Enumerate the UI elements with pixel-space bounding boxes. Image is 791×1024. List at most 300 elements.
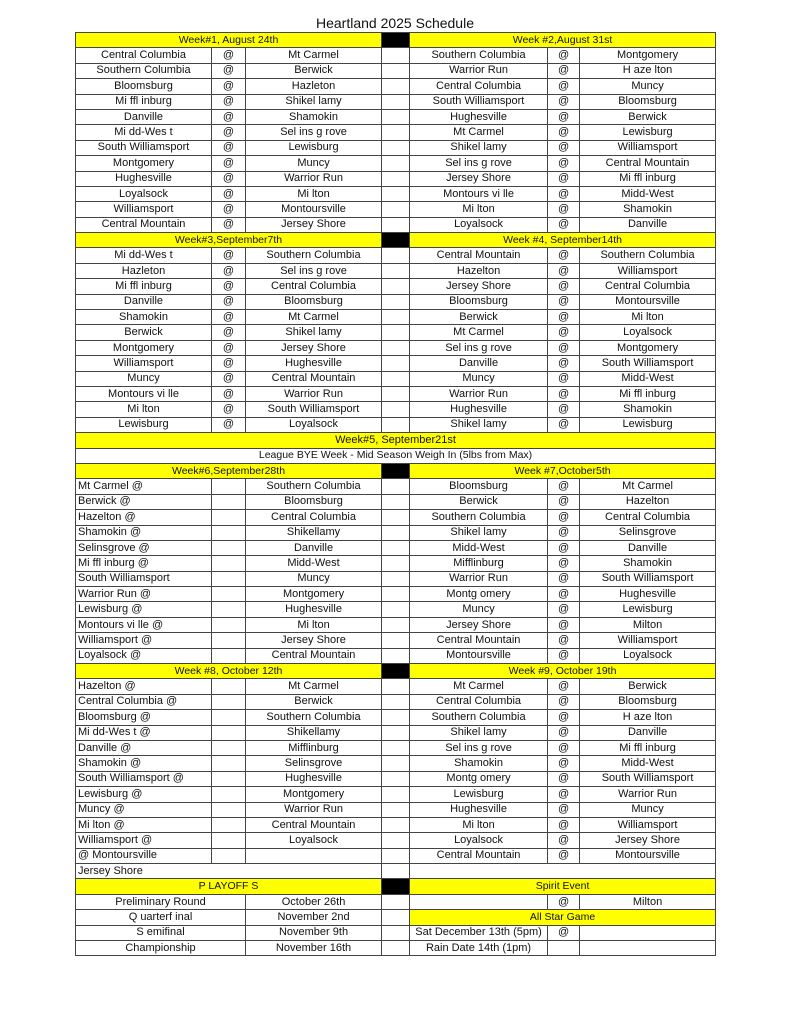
schedule-table xyxy=(75,32,716,956)
at-sign: @ xyxy=(548,587,580,602)
away-team: Shikellamy xyxy=(246,725,382,740)
away-team: Mt Carmel xyxy=(246,48,382,63)
game-row xyxy=(76,817,716,832)
game-row xyxy=(76,248,716,263)
home-team: Hughesville xyxy=(410,109,548,124)
home-team: Mi lton xyxy=(410,817,548,832)
divider xyxy=(382,910,410,925)
divider xyxy=(382,463,410,478)
round-date: November 16th xyxy=(246,941,382,956)
home-team: Shikel lamy xyxy=(410,725,548,740)
away-team: Warrior Run xyxy=(580,787,716,802)
week5-header: Week#5, September21st xyxy=(76,433,716,448)
home-team: Berwick xyxy=(410,494,548,509)
away-team: Loyalsock xyxy=(580,648,716,663)
at-sign: @ xyxy=(548,571,580,586)
away-team: Mt Carmel xyxy=(580,479,716,494)
game-row xyxy=(76,340,716,355)
away-team: Williamsport xyxy=(580,633,716,648)
at-sign: @ xyxy=(548,848,580,863)
week-header-row xyxy=(76,664,716,679)
at-sign: @ xyxy=(548,710,580,725)
home-team: Berwick xyxy=(410,310,548,325)
game-row xyxy=(76,294,716,309)
at-sign: @ xyxy=(548,356,580,371)
allstar-header: All Star Game xyxy=(410,910,716,925)
blank xyxy=(212,771,246,786)
blank xyxy=(212,756,246,771)
game-row xyxy=(76,263,716,278)
away-team: Midd-West xyxy=(580,186,716,201)
home-team: Lewisburg @ xyxy=(76,787,212,802)
game-row xyxy=(76,202,716,217)
home-team: Muncy @ xyxy=(76,802,212,817)
home-team: South Williamsport xyxy=(76,571,212,586)
blank xyxy=(212,602,246,617)
divider xyxy=(382,802,410,817)
at-sign: @ xyxy=(548,648,580,663)
away-team: Montgomery xyxy=(580,340,716,355)
round-name: Preliminary Round xyxy=(76,894,246,909)
away-team: Muncy xyxy=(246,571,382,586)
week-header: Week #2,August 31st xyxy=(410,33,716,48)
home-team: Muncy xyxy=(76,371,212,386)
home-team: Muncy xyxy=(410,371,548,386)
home-team: Mi ffl inburg @ xyxy=(76,556,212,571)
home-team: Central Mountain xyxy=(76,217,212,232)
home-team: Central Mountain xyxy=(410,848,548,863)
week-header: Week#6,September28th xyxy=(76,463,382,478)
at-sign: @ xyxy=(548,79,580,94)
divider xyxy=(382,340,410,355)
at-sign: @ xyxy=(212,325,246,340)
home-team: South Williamsport @ xyxy=(76,771,212,786)
divider xyxy=(382,710,410,725)
at-sign: @ xyxy=(548,602,580,617)
divider xyxy=(382,417,410,432)
away-team: Warrior Run xyxy=(246,171,382,186)
home-team: Mt Carmel @ xyxy=(76,479,212,494)
at-sign: @ xyxy=(212,402,246,417)
home-team: Lewisburg @ xyxy=(76,602,212,617)
home-team: Montours vi lle xyxy=(76,386,212,401)
round-date: October 26th xyxy=(246,894,382,909)
at-sign: @ xyxy=(548,725,580,740)
home-team: Danville xyxy=(76,109,212,124)
divider xyxy=(382,109,410,124)
divider xyxy=(382,402,410,417)
at-sign: @ xyxy=(548,371,580,386)
at-sign: @ xyxy=(548,386,580,401)
away-team: Loyalsock xyxy=(246,833,382,848)
home-team: Montgomery xyxy=(76,156,212,171)
divider xyxy=(382,879,410,894)
allstar-date: Sat December 13th (5pm) xyxy=(410,925,548,940)
divider xyxy=(382,864,410,879)
round-name: Championship xyxy=(76,941,246,956)
blank xyxy=(212,510,246,525)
home-team: Bloomsburg xyxy=(76,79,212,94)
at-sign: @ xyxy=(212,294,246,309)
divider xyxy=(382,771,410,786)
home-team: Loyalsock xyxy=(410,833,548,848)
away-team: Berwick xyxy=(246,694,382,709)
home-team: Central Columbia xyxy=(76,48,212,63)
home-team: Shamokin @ xyxy=(76,756,212,771)
away-team: Mi lton xyxy=(246,617,382,632)
divider xyxy=(382,664,410,679)
game-row xyxy=(76,694,716,709)
divider xyxy=(382,156,410,171)
home-team: Hazelton xyxy=(410,263,548,278)
game-row xyxy=(76,556,716,571)
away-team: Mi lton xyxy=(580,310,716,325)
at-sign: @ xyxy=(548,894,580,909)
at-sign: @ xyxy=(212,94,246,109)
playoff-row xyxy=(76,894,716,909)
at-sign: @ xyxy=(212,186,246,201)
away-team: South Williamsport xyxy=(246,402,382,417)
away-team: Central Columbia xyxy=(580,510,716,525)
home-team: Southern Columbia xyxy=(410,510,548,525)
blank xyxy=(212,571,246,586)
home-team: Mi lton @ xyxy=(76,817,212,832)
week-header-row xyxy=(76,233,716,248)
home-team: Mi ffl inburg xyxy=(76,279,212,294)
game-row xyxy=(76,510,716,525)
home-team: Mi ffl inburg xyxy=(76,94,212,109)
away-team: Midd-West xyxy=(580,756,716,771)
away-team: Mifflinburg xyxy=(246,740,382,755)
at-sign: @ xyxy=(548,510,580,525)
home-team: Mt Carmel xyxy=(410,679,548,694)
divider xyxy=(382,186,410,201)
at-sign: @ xyxy=(548,417,580,432)
away-team: Central Columbia xyxy=(246,279,382,294)
divider xyxy=(382,79,410,94)
away-team: Montoursville xyxy=(580,848,716,863)
away-team: Shamokin xyxy=(580,556,716,571)
home-team: Williamsport @ xyxy=(76,833,212,848)
home-team: Central Columbia xyxy=(410,79,548,94)
home-team: Shamokin @ xyxy=(76,525,212,540)
at-sign: @ xyxy=(548,140,580,155)
away-team: Muncy xyxy=(580,79,716,94)
at-sign: @ xyxy=(548,217,580,232)
home-team: Warrior Run xyxy=(410,63,548,78)
at-sign: @ xyxy=(548,294,580,309)
home-team: Shikel lamy xyxy=(410,140,548,155)
game-row xyxy=(76,417,716,432)
home-team: Williamsport xyxy=(76,356,212,371)
at-sign: @ xyxy=(212,279,246,294)
away-team: Berwick xyxy=(580,109,716,124)
page-title: Heartland 2025 Schedule xyxy=(315,15,474,31)
at-sign: @ xyxy=(548,617,580,632)
away-team: Muncy xyxy=(580,802,716,817)
blank xyxy=(212,540,246,555)
at-sign: @ xyxy=(548,94,580,109)
at-sign: @ xyxy=(212,171,246,186)
at-sign: @ xyxy=(212,140,246,155)
away-team: Montgomery xyxy=(246,787,382,802)
away-team: Berwick xyxy=(580,679,716,694)
at-sign: @ xyxy=(548,63,580,78)
away-team: Lewisburg xyxy=(580,125,716,140)
at-sign: @ xyxy=(548,740,580,755)
home-team: Selinsgrove @ xyxy=(76,540,212,555)
home-team: Mi lton xyxy=(76,402,212,417)
spirit-header: Spirit Event xyxy=(410,879,716,894)
game-row xyxy=(76,386,716,401)
away-team: Jersey Shore xyxy=(580,833,716,848)
away-team: Warrior Run xyxy=(246,386,382,401)
blank xyxy=(580,941,716,956)
away-team: Shamokin xyxy=(580,202,716,217)
week-header: Week #8, October 12th xyxy=(76,664,382,679)
playoffs-header-row xyxy=(76,879,716,894)
away-team: Hughesville xyxy=(246,771,382,786)
blank xyxy=(212,694,246,709)
divider xyxy=(382,679,410,694)
divider xyxy=(382,48,410,63)
home-team: Montg omery xyxy=(410,771,548,786)
at-sign: @ xyxy=(548,694,580,709)
game-row xyxy=(76,848,716,863)
home-team: Central Columbia xyxy=(410,694,548,709)
at-sign: @ xyxy=(212,371,246,386)
away-team: Bloomsburg xyxy=(580,94,716,109)
away-team: Mi ffl inburg xyxy=(580,740,716,755)
away-team: Mi ffl inburg xyxy=(580,171,716,186)
game-row xyxy=(76,679,716,694)
divider xyxy=(382,217,410,232)
at-sign: @ xyxy=(548,402,580,417)
divider xyxy=(382,325,410,340)
home-team: @ Montoursville xyxy=(76,848,212,863)
game-row xyxy=(76,802,716,817)
away-team: Berwick xyxy=(246,63,382,78)
divider xyxy=(382,740,410,755)
home-team: Loyalsock @ xyxy=(76,648,212,663)
divider xyxy=(382,556,410,571)
away-team: Shikel lamy xyxy=(246,325,382,340)
divider xyxy=(382,140,410,155)
divider xyxy=(382,279,410,294)
away-team: South Williamsport xyxy=(580,771,716,786)
away-team: Bloomsburg xyxy=(246,294,382,309)
away-team: Hazelton xyxy=(580,494,716,509)
blank xyxy=(212,494,246,509)
home-team: Warrior Run xyxy=(410,571,548,586)
home-team: Mi dd-Wes t xyxy=(76,248,212,263)
away-team: Central Mountain xyxy=(246,817,382,832)
game-row xyxy=(76,833,716,848)
away-team: Muncy xyxy=(246,156,382,171)
away-team: Central Mountain xyxy=(580,156,716,171)
game-row xyxy=(76,186,716,201)
home-team: Shikel lamy xyxy=(410,525,548,540)
at-sign: @ xyxy=(548,186,580,201)
home-team: Montgomery xyxy=(76,340,212,355)
at-sign: @ xyxy=(548,125,580,140)
divider xyxy=(382,756,410,771)
blank xyxy=(212,710,246,725)
home-team: Hughesville xyxy=(76,171,212,186)
home-team: Loyalsock xyxy=(76,186,212,201)
blank xyxy=(410,864,716,879)
at-sign: @ xyxy=(548,556,580,571)
home-team: Mt Carmel xyxy=(410,125,548,140)
game-row xyxy=(76,371,716,386)
at-sign: @ xyxy=(548,340,580,355)
game-row xyxy=(76,48,716,63)
blank xyxy=(212,740,246,755)
at-sign: @ xyxy=(212,417,246,432)
away-team: Hughesville xyxy=(580,587,716,602)
at-sign: @ xyxy=(212,125,246,140)
at-sign: @ xyxy=(548,771,580,786)
game-row xyxy=(76,63,716,78)
away-team: Midd-West xyxy=(246,556,382,571)
home-team: Hazelton @ xyxy=(76,679,212,694)
divider xyxy=(382,848,410,863)
home-team: Shamokin xyxy=(410,756,548,771)
at-sign: @ xyxy=(548,833,580,848)
divider xyxy=(382,356,410,371)
game-row xyxy=(76,479,716,494)
away-team: Hughesville xyxy=(246,356,382,371)
home-team: Mt Carmel xyxy=(410,325,548,340)
away-team: Hughesville xyxy=(246,602,382,617)
divider xyxy=(382,725,410,740)
at-sign: @ xyxy=(548,817,580,832)
at-sign: @ xyxy=(212,109,246,124)
game-row xyxy=(76,125,716,140)
away-team: Montoursville xyxy=(580,294,716,309)
home-team: Sel ins g rove xyxy=(410,156,548,171)
game-row xyxy=(76,217,716,232)
game-row xyxy=(76,725,716,740)
at-sign: @ xyxy=(548,633,580,648)
week-header-row xyxy=(76,463,716,478)
game-row xyxy=(76,402,716,417)
away-team: Shikel lamy xyxy=(246,94,382,109)
game-row xyxy=(76,310,716,325)
at-sign: @ xyxy=(212,217,246,232)
home-team: Bloomsburg xyxy=(410,294,548,309)
blank xyxy=(212,525,246,540)
away-team: Mt Carmel xyxy=(246,310,382,325)
home-team: Danville xyxy=(410,356,548,371)
at-sign: @ xyxy=(212,356,246,371)
home-team: Danville @ xyxy=(76,740,212,755)
home-team: Hazelton @ xyxy=(76,510,212,525)
game-row xyxy=(76,771,716,786)
away-team: Sel ins g rove xyxy=(246,263,382,278)
away-team: Danville xyxy=(580,217,716,232)
blank xyxy=(212,648,246,663)
home-team: Central Mountain xyxy=(410,633,548,648)
at-sign: @ xyxy=(548,202,580,217)
at-sign: @ xyxy=(548,540,580,555)
schedule-sheet xyxy=(75,14,715,956)
divider xyxy=(382,33,410,48)
away-team: South Williamsport xyxy=(580,571,716,586)
home-team: Williamsport @ xyxy=(76,633,212,648)
home-team: Jersey Shore xyxy=(410,171,548,186)
blank xyxy=(212,787,246,802)
playoff-row xyxy=(76,925,716,940)
away-team: Warrior Run xyxy=(246,802,382,817)
at-sign: @ xyxy=(212,63,246,78)
at-sign: @ xyxy=(212,310,246,325)
at-sign: @ xyxy=(212,386,246,401)
away-team: Montoursville xyxy=(246,202,382,217)
divider xyxy=(382,894,410,909)
away-team: H aze lton xyxy=(580,63,716,78)
blank xyxy=(212,817,246,832)
home-team: South Williamsport xyxy=(76,140,212,155)
divider xyxy=(382,310,410,325)
at-sign: @ xyxy=(548,479,580,494)
divider xyxy=(382,617,410,632)
divider xyxy=(382,479,410,494)
away-team xyxy=(246,848,382,863)
home-team: Lewisburg xyxy=(410,787,548,802)
extra-team: Jersey Shore xyxy=(76,864,382,879)
divider xyxy=(382,633,410,648)
away-team: Lewisburg xyxy=(580,417,716,432)
away-team: Midd-West xyxy=(580,371,716,386)
extra-row xyxy=(76,864,716,879)
home-team: Loyalsock xyxy=(410,217,548,232)
home-team: Midd-West xyxy=(410,540,548,555)
divider xyxy=(382,648,410,663)
divider xyxy=(382,925,410,940)
away-team: Jersey Shore xyxy=(246,340,382,355)
divider xyxy=(382,510,410,525)
round-date: November 2nd xyxy=(246,910,382,925)
game-row xyxy=(76,494,716,509)
divider xyxy=(382,94,410,109)
week-header: Week#3,September7th xyxy=(76,233,382,248)
week-header: Week #9, October 19th xyxy=(410,664,716,679)
home-team: Muncy xyxy=(410,602,548,617)
week-header: Week#1, August 24th xyxy=(76,33,382,48)
divider xyxy=(382,386,410,401)
away-team: Central Columbia xyxy=(246,510,382,525)
divider xyxy=(382,525,410,540)
home-team: Danville xyxy=(76,294,212,309)
away-team: Jersey Shore xyxy=(246,633,382,648)
game-row xyxy=(76,171,716,186)
game-row xyxy=(76,94,716,109)
away-team: Danville xyxy=(580,540,716,555)
home-team: Berwick @ xyxy=(76,494,212,509)
home-team: Montours vi lle xyxy=(410,186,548,201)
home-team: Hazleton xyxy=(76,263,212,278)
game-row xyxy=(76,710,716,725)
away-team: Hazleton xyxy=(246,79,382,94)
at-sign: @ xyxy=(212,202,246,217)
at-sign: @ xyxy=(212,48,246,63)
game-row xyxy=(76,540,716,555)
blank xyxy=(212,802,246,817)
game-row xyxy=(76,571,716,586)
rain-date: Rain Date 14th (1pm) xyxy=(410,941,548,956)
home-team: Shamokin xyxy=(76,310,212,325)
